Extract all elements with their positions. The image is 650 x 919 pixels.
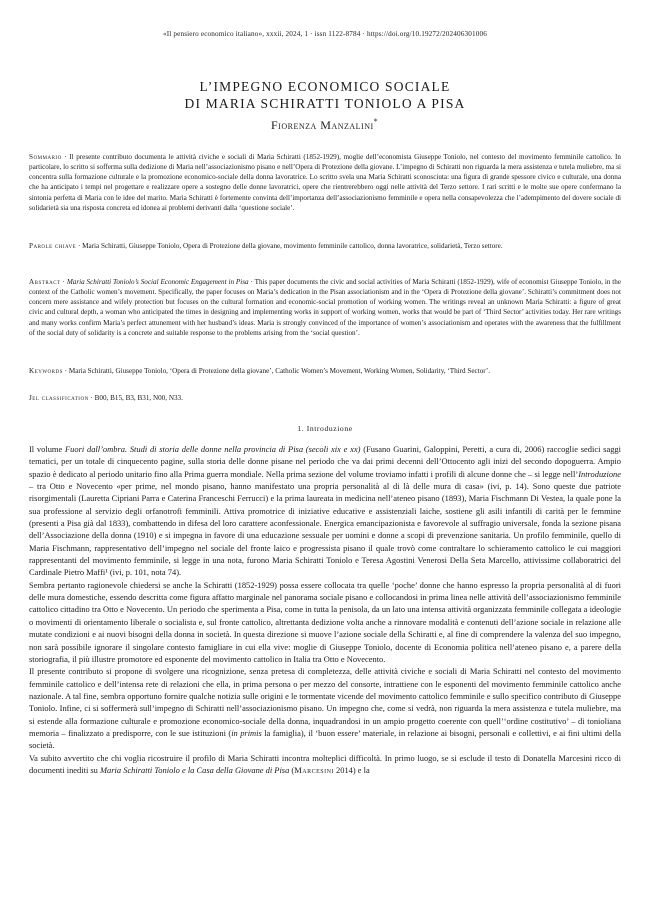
keywords-paragraph bbox=[29, 366, 621, 376]
jel-classification-paragraph bbox=[29, 393, 621, 403]
author-name: Fiorenza Manzalini bbox=[271, 118, 374, 132]
sommario-label: Sommario bbox=[29, 153, 62, 161]
body-paragraph-4 bbox=[29, 752, 621, 777]
body-text-span: Il volume bbox=[29, 444, 65, 454]
parole-chiave-text: · Maria Schiratti, Giuseppe Toniolo, Opera di Protezione della giovane, movimento femminile cattolico, donna lavoratrice, solidarietà, Terzo settore. bbox=[76, 242, 503, 250]
abstract-separator: · bbox=[60, 278, 67, 286]
body-text-span: ( bbox=[289, 764, 295, 775]
author-footnote-mark: * bbox=[373, 117, 379, 126]
section-heading-introduzione: 1. Introduzione bbox=[297, 424, 353, 433]
cited-section-title: Introduzione bbox=[578, 468, 621, 479]
latin-phrase: in primis bbox=[231, 727, 262, 738]
jel-text: · B00, B15, B3, B31, N00, N33. bbox=[88, 394, 183, 402]
body-text-span: Va subito avvertito che chi voglia ricostruire il profilo di Maria Schiratti incontra molteplici difficoltà. In primo luogo, se si esclude il testo di Donatella Marcesini ricco di documenti inediti su bbox=[29, 752, 621, 775]
abstract-paragraph bbox=[29, 277, 621, 338]
body-paragraph-1 bbox=[29, 443, 621, 579]
abstract-label: Abstract bbox=[29, 278, 61, 286]
body-text-span: Il presente contributo si propone di svolgere una ricognizione, senza pretesa di completezza, delle attività civiche e sociali di Maria Schiratti nel contesto del movimento femminile cattolico e dell’intensa rete di relazioni che ella, in prima persona o per mezzo del consorte, intrattiene con le esponenti del movimento femminile cattolico anche nazionale. A tal fine, sembra opportuno fornire qualche notizia sulle origini e le tormentate vicende del movimento cattolico femminile e sullo specifico contributo di Giuseppe Toniolo. Infine, ci si soffermerà sull’impegno di Schiratti nell’associazionismo pisano. Un impegno che, come si vedrà, non riguarda la mera assistenza e tutela muliebre, ma si estende alla formazione culturale e promozione economico-sociale della donna, inquadrandosi in un ampio progetto coerente con quell’‘ordine costitutivo’ – di tonioliana memoria – finalizzato a predisporre, con le sue istituzioni ( bbox=[29, 666, 621, 738]
sommario-text: · Il presente contributo documenta le attività civiche e sociali di Maria Schiratti (1852-1929), moglie dell’economista Giuseppe Toniolo, nel contesto del movimento femminile cattolico. In particolare, lo scritto si sofferma sulla dedizione di Maria nell’associazionismo pisano e nell’Opera di Protezione della giovane. L’impegno di Schiratti non riguarda la mera assistenza e tutela muliebre, ma si concentra sulla formazione culturale e la promozione economico-sociale della donna lavoratrice. Lo scritto svela una Maria Schiratti sconosciuta: una figura di grande spessore civico e culturale, una donna che ha anticipato i tempi nel progettare e realizzare opere a sostegno delle donne lavoratrici, opere che rientrerebbero oggi nelle attività del Terzo settore. I rari scritti e le molte sue opere confermano la sintonia perfetta di Maria con le idee del marito. Maria Schiratti è fortemente convinta dell’importanza dell’associazionismo femminile e opera nella consapevolezza che l’adempimento del dovere sociale di solidarietà sia una risposta concreta ed idonea ai problemi derivanti dalla ‘questione sociale’. bbox=[29, 153, 621, 212]
keywords-text: · Maria Schiratti, Giuseppe Toniolo, ‘Opera di Protezione della giovane’, Catholic Women’s Movement, Working Women, Solidarity, ‘Third Sector’. bbox=[62, 367, 491, 375]
parole-chiave-paragraph bbox=[29, 241, 621, 251]
body-text-span: (Fusano Guarini, Galoppini, Peretti, a cura di, 2006) raccoglie sedici saggi tematici, per un totale di cinquecento pagine, sulla storia delle donne pisane nel periodo che va dai primi decenni dell’Ottocento agli inizi del secondo dopoguerra. Ampio spazio è dedicato al periodo unitario fino alla Prima guerra mondiale. Nella prima sezione del volume troviamo infatti i profili di alcune donne che – si legge nell’ bbox=[29, 444, 621, 479]
body-paragraph-2: Sembra pertanto ragionevole chiedersi se anche la Schiratti (1852-1929) possa essere collocata tra quelle ‘poche’ donne che hanno espresso la propria personalità al di fuori delle mura domestiche, essendo descritta come figura affatto marginale nel panorama sociale pisano e collocandosi in prima linea nelle attività dell’associazionismo femminile cattolico cittadino tra Otto e Novecento. Un periodo che sperimenta a Pisa, come in tutta la penisola, da un lato una intensa attività organizzata femminile collegata a ideologie o movimenti di orientamento liberale o socialista e, sul fronte cattolico, altrettanta dedizione volta anche a rinnovare modalità e contenuti dell’azione sociale in relazione alle mutate condizioni e ai nuovi bisogni della donna in società. In questa direzione si muove l’azione sociale della Schiratti e, al fine di comprendere la valenza del suo impegno, non sarà possibile ignorare il singolare contesto famigliare in cui ella vive: moglie di Giuseppe Toniolo, docente di Economia politica nell’ateneo pisano e, a parere della storiografia, il più illustre promotore ed esponente del movimento cattolico in Italia tra Otto e Novecento. bbox=[29, 579, 621, 664]
sommario-paragraph bbox=[29, 152, 621, 213]
cited-book-title: Maria Schiratti Toniolo e la Casa della Giovane di Pisa bbox=[100, 764, 290, 775]
journal-citation-header: «Il pensiero economico italiano», xxxii, 2024, 1 · issn 1122-8784 · https://doi.org/10.19272/202406301006 bbox=[163, 30, 487, 38]
article-author bbox=[20, 117, 630, 133]
body-text-span: – tra Otto e Novecento «per prime, nel mondo pisano, hanno manifestato una propria personalità al di là delle mura di casa» (ivi, p. 14). Sono queste due patriote risorgimentali (Lauretta Cipriani Parra e Caterina Franceschi Ferrucci) e la prima laureata in medicina nell’ateneo pisano (1893), Maria Fischmann Di Vestea, la quale pone la sua professione al servizio degli orfanotrofi femminili. Attiva promotrice di iniziative educative e assistenziali laiche, sostiene gli asili infantili di carità per le femmine (presenti a Pisa già dal 1833), combattendo in difesa del loro carattere aconfessionale. Energica emancipazionista e favorevole al suffragio universale, fonda la sezione pisana dell’Associazione della donna (1910) e si impegna in favore di una educazione sessuale per uomini e donne a scopi di prevenzione sanitaria. Un profilo femminile, quello di Maria Fischmann, rappresentativo dell’impegno nel sociale del fronte laico e progressista pisano il quale trovò come contraltare lo schieramento cattolico le cui maggiori rappresentanti del movimento femminile, si legge in una nota, furono Maria Schiratti Toniolo e Teresa Agostini Venerosi Della Seta Marcello, attivissime collaboratrici del Cardinale Pietro Maffi¹ (ivi, p. 101, nota 74). bbox=[29, 481, 621, 578]
abstract-english-title: Maria Schiratti Toniolo’s Social Economic Engagement in Pisa bbox=[66, 278, 249, 286]
body-text-span: 2014) e la bbox=[333, 764, 370, 775]
cited-author: Marcesini bbox=[294, 764, 334, 775]
jel-label: Jel classification bbox=[29, 394, 89, 402]
body-text-span: la famiglia), il ‘buon essere’ materiale, in relazione ai bisogni, personali e collettivi, e ai fini ultimi della società. bbox=[29, 727, 621, 751]
article-title-line-1: L’IMPEGNO ECONOMICO SOCIALE bbox=[199, 79, 451, 94]
keywords-label: Keywords bbox=[29, 367, 63, 375]
abstract-text: · This paper documents the civic and social activities of Maria Schiratti (1852-1929), wife of economist Giuseppe Toniolo, in the context of the Catholic women’s movement. Specifically, the paper focuses on Maria’s dedication in the Pisan associationism and in the ‘Opera di Protezione della giovane’. Schiratti’s commitment does not concern mere assistance and wifely protection but focuses on the cultural formation and economic-social promotion of working women. The writings reveal an unknown Maria Schiratti: a figure of great civic and cultural depth, a woman who anticipated the times in designing and implementing works in support of working women, works that would be part of ‘Third Sector’ activities today. Her rare writings and many works confirm Maria’s perfect attunement with her husband’s ideas. Maria is strongly convinced of the importance of women’s associationism and operates with the awareness that the fulfillment of the social duty of solidarity is a concrete and suitable response to the problems arising from the ‘social question’. bbox=[29, 278, 621, 337]
cited-volume-title: Fuori dall’ombra. Studi di storia delle donne nella provincia di Pisa (secoli xix e xx) bbox=[65, 444, 361, 454]
parole-chiave-label: Parole chiave bbox=[29, 242, 77, 250]
article-title-line-2: DI MARIA SCHIRATTI TONIOLO A PISA bbox=[184, 96, 466, 111]
body-paragraph-3 bbox=[29, 665, 621, 751]
article-title bbox=[20, 78, 630, 112]
article-body bbox=[29, 443, 621, 776]
